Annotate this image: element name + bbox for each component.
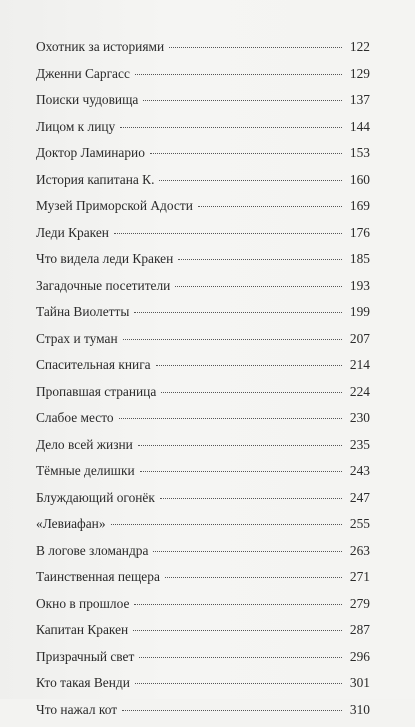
entry-title: Музей Приморской Адости — [36, 197, 193, 215]
entry-page-number: 255 — [348, 515, 370, 533]
toc-entry — [36, 436, 370, 463]
entry-page-number: 243 — [348, 462, 370, 480]
dot-leader — [123, 339, 342, 340]
entry-page-number: 144 — [348, 118, 370, 136]
entry-page-number: 271 — [348, 568, 370, 586]
dot-leader — [133, 630, 342, 631]
entry-page-number: 169 — [348, 197, 370, 215]
entry-title: Кто такая Венди — [36, 674, 130, 692]
entry-page-number: 207 — [348, 330, 370, 348]
dot-leader — [138, 445, 342, 446]
dot-leader — [122, 710, 342, 711]
entry-page-number: 129 — [348, 65, 370, 83]
dot-leader — [165, 577, 342, 578]
entry-page-number: 122 — [348, 38, 370, 56]
entry-title: В логове зломандра — [36, 542, 148, 560]
entry-title: Призрачный свет — [36, 648, 134, 666]
dot-leader — [114, 233, 342, 234]
entry-page-number: 263 — [348, 542, 370, 560]
entry-page-number: 153 — [348, 144, 370, 162]
entry-title: Окно в прошлое — [36, 595, 129, 613]
dot-leader — [178, 259, 342, 260]
toc-entry — [36, 330, 370, 357]
dot-leader — [198, 206, 342, 207]
toc-entry — [36, 383, 370, 410]
entry-title: Тайна Виолетты — [36, 303, 129, 321]
dot-leader — [159, 180, 342, 181]
entry-title: Леди Кракен — [36, 224, 109, 242]
dot-leader — [161, 392, 342, 393]
dot-leader — [153, 551, 342, 552]
entry-page-number: 193 — [348, 277, 370, 295]
entry-title: Что нажал кот — [36, 701, 117, 719]
toc-entry — [36, 224, 370, 251]
entry-title: Охотник за историями — [36, 38, 164, 56]
toc-entry — [36, 356, 370, 383]
entry-title: Лицом к лицу — [36, 118, 115, 136]
entry-title: Что видела леди Кракен — [36, 250, 173, 268]
entry-page-number: 176 — [348, 224, 370, 242]
entry-page-number: 247 — [348, 489, 370, 507]
entry-title: Дженни Саргасс — [36, 65, 130, 83]
entry-title: История капитана К. — [36, 171, 154, 189]
entry-title: Пропавшая страница — [36, 383, 156, 401]
entry-page-number: 310 — [348, 701, 370, 719]
entry-title: Дело всей жизни — [36, 436, 133, 454]
toc-entry — [36, 118, 370, 145]
dot-leader — [119, 418, 342, 419]
toc-entry — [36, 542, 370, 569]
entry-page-number: 224 — [348, 383, 370, 401]
toc-entry — [36, 171, 370, 198]
toc-entry — [36, 595, 370, 622]
entry-title: Тёмные делишки — [36, 462, 135, 480]
dot-leader — [135, 74, 342, 75]
entry-title: «Левиафан» — [36, 515, 106, 533]
entry-page-number: 235 — [348, 436, 370, 454]
toc-entry — [36, 409, 370, 436]
entry-page-number: 214 — [348, 356, 370, 374]
entry-page-number: 160 — [348, 171, 370, 189]
toc-entry — [36, 462, 370, 489]
entry-page-number: 137 — [348, 91, 370, 109]
entry-page-number: 301 — [348, 674, 370, 692]
toc-entry — [36, 197, 370, 224]
dot-leader — [120, 127, 342, 128]
dot-leader — [169, 47, 342, 48]
entry-page-number: 279 — [348, 595, 370, 613]
dot-leader — [135, 683, 342, 684]
toc-entry — [36, 568, 370, 595]
dot-leader — [150, 153, 342, 154]
toc-entry — [36, 38, 370, 65]
toc-entry — [36, 515, 370, 542]
toc-entry — [36, 674, 370, 701]
toc-entry — [36, 701, 370, 727]
entry-page-number: 185 — [348, 250, 370, 268]
entry-title: Блуждающий огонёк — [36, 489, 155, 507]
toc-entry — [36, 621, 370, 648]
dot-leader — [134, 312, 342, 313]
entry-title: Загадочные посетители — [36, 277, 170, 295]
dot-leader — [134, 604, 342, 605]
entry-title: Доктор Ламинарио — [36, 144, 145, 162]
toc-entry — [36, 144, 370, 171]
entry-title: Поиски чудовища — [36, 91, 138, 109]
toc-entry — [36, 65, 370, 92]
toc-entry — [36, 91, 370, 118]
entry-title: Спасительная книга — [36, 356, 151, 374]
toc-entry — [36, 277, 370, 304]
toc-entry — [36, 648, 370, 675]
entry-title: Страх и туман — [36, 330, 118, 348]
toc-entry — [36, 250, 370, 277]
toc-entry — [36, 489, 370, 516]
entry-page-number: 199 — [348, 303, 370, 321]
dot-leader — [111, 524, 342, 525]
dot-leader — [140, 471, 342, 472]
dot-leader — [160, 498, 342, 499]
entry-title: Таинственная пещера — [36, 568, 160, 586]
dot-leader — [156, 365, 342, 366]
entry-page-number: 287 — [348, 621, 370, 639]
entry-title: Капитан Кракен — [36, 621, 128, 639]
toc-entry — [36, 303, 370, 330]
entry-page-number: 296 — [348, 648, 370, 666]
dot-leader — [139, 657, 342, 658]
entry-title: Слабое место — [36, 409, 114, 427]
dot-leader — [143, 100, 342, 101]
table-of-contents — [36, 38, 370, 727]
dot-leader — [175, 286, 342, 287]
entry-page-number: 230 — [348, 409, 370, 427]
